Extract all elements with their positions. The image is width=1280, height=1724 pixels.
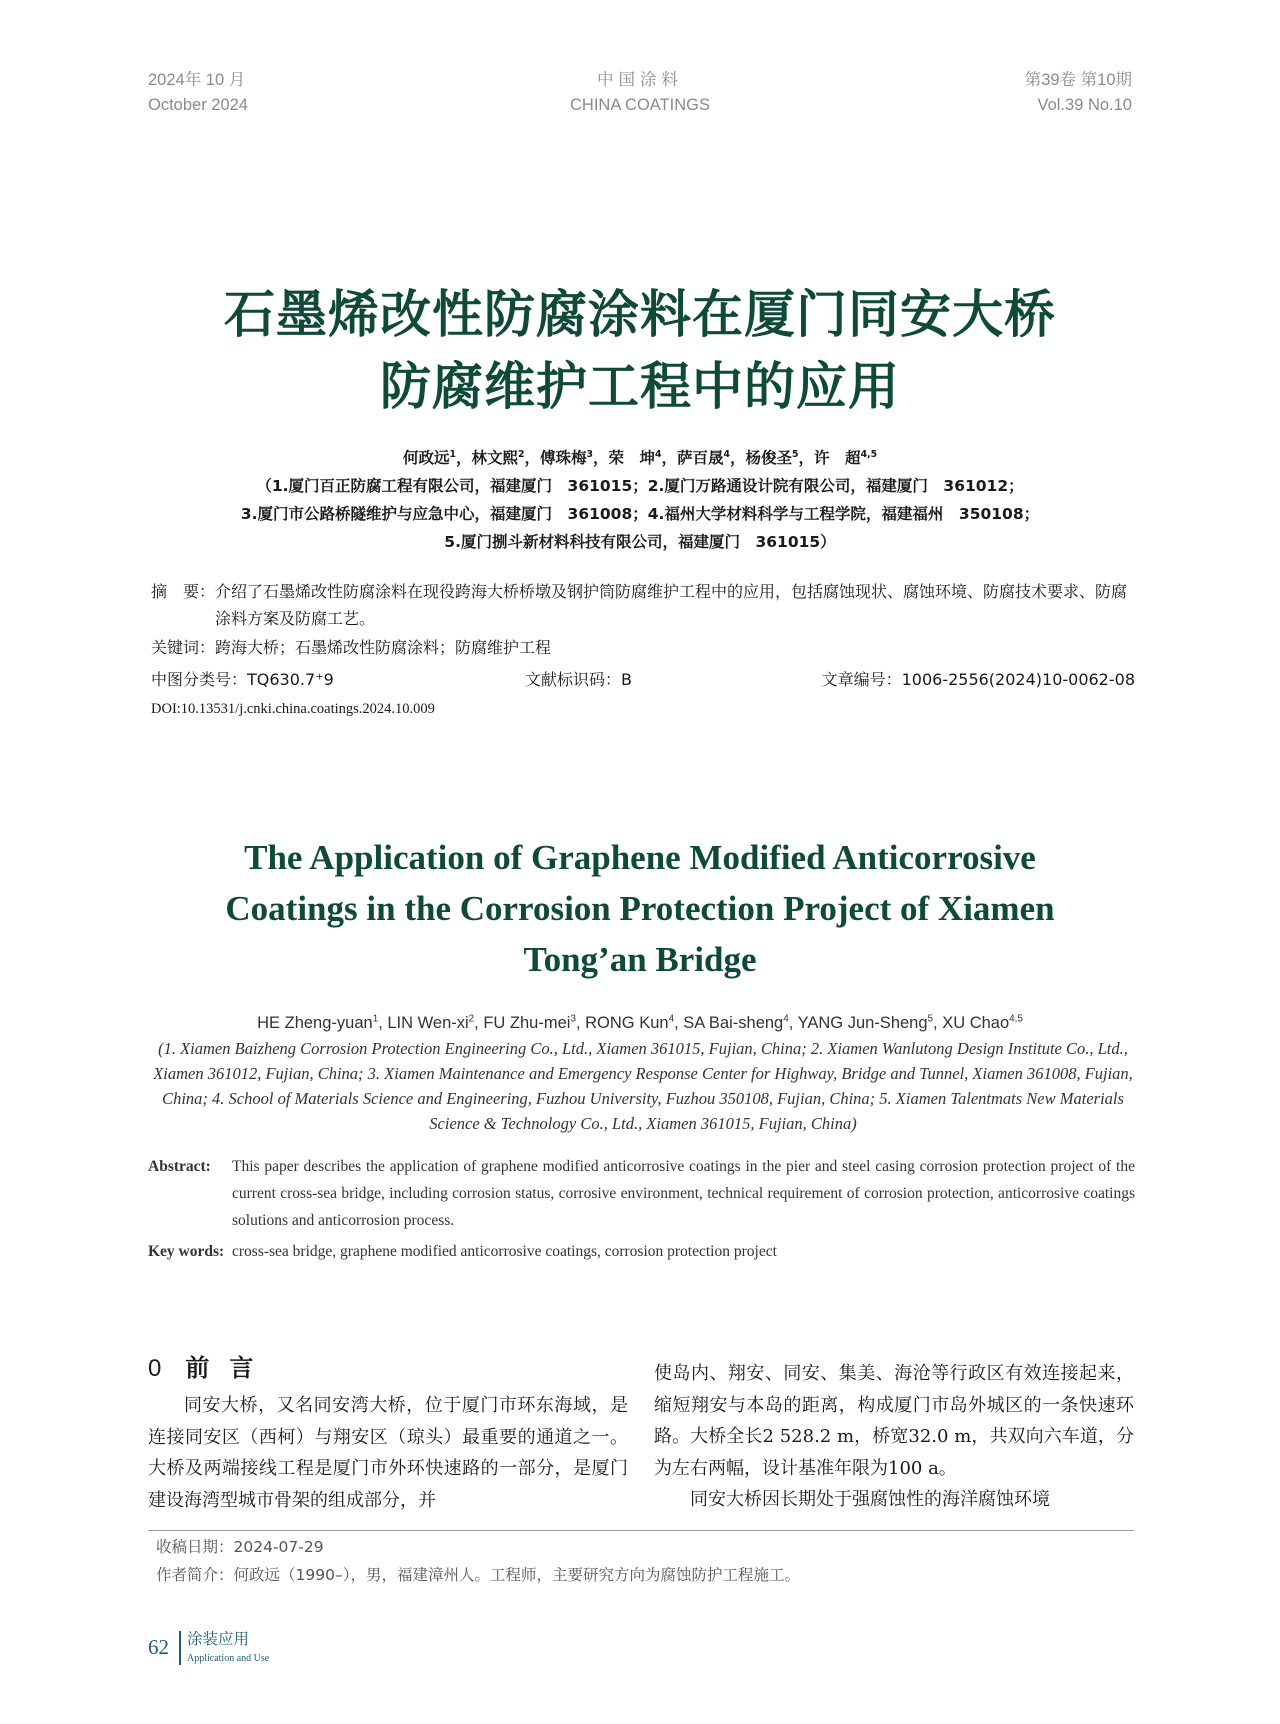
section-number: 0 [148,1355,162,1382]
author-name: HE Zheng-yuan [257,1014,373,1032]
title-cn-line2: 防腐维护工程中的应用 [379,358,900,417]
keywords-cn-text: 跨海大桥；石墨烯改性防腐涂料；防腐维护工程 [215,638,552,657]
author-name: 何政远 [402,449,450,467]
header-journal-cn: 中国涂料 [597,71,683,89]
abstract-cn-label: 摘 要： [151,582,216,601]
title-cn-line1: 石墨烯改性防腐涂料在厦门同安大桥 [223,286,1056,345]
article-number: 文章编号：1006-2556(2024)10-0062-08 [821,670,1135,689]
section-title: 前言 [185,1354,274,1382]
author-affiliation-mark: 4 [723,448,731,460]
title-en [0,832,1280,985]
author-affiliation-mark: 1 [372,1013,379,1025]
abstract-en [148,1153,1135,1234]
author-name: LIN Wen-xi [387,1014,469,1032]
keywords-en-label: Key words: [148,1243,225,1260]
page-number: 62 [148,1635,169,1659]
clc-number: 中图分类号：TQ630.7⁺9 [151,670,334,689]
author-affiliation-mark: 1 [449,448,456,460]
author-name: 荣 坤 [608,449,656,467]
header-volume-en: Vol.39 No.10 [1037,96,1132,114]
abstract-en-label: Abstract: [148,1158,211,1175]
author-affiliation-mark: 2 [468,1013,475,1025]
header-volume-cn: 第39卷 第10期 [1024,71,1132,89]
author-bio: 作者简介：何政远（1990–），男，福建漳州人。工程师，主要研究方向为腐蚀防护工程施工。 [156,1566,800,1584]
header-journal-en: CHINA COATINGS [570,96,710,114]
section-heading [148,1350,273,1387]
author-name: 许 超 [814,449,861,467]
paragraph: 同安大桥因长期处于强腐蚀性的海洋腐蚀环境 [690,1489,1050,1510]
affiliation-cn-line: 5.厦门捌斗新材料科技有限公司，福建厦门 361015） [444,533,836,551]
author-name: RONG Kun [585,1014,669,1032]
footnote-divider [148,1530,1134,1531]
author-affiliation-mark: 4,5 [1009,1013,1023,1025]
doi: DOI:10.13531/j.cnki.china.coatings.2024.10.009 [151,701,435,717]
abstract-cn [151,578,1135,632]
header-date-en: October 2024 [148,96,248,114]
abstract-cn-text: 介绍了石墨烯改性防腐涂料在现役跨海大桥桥墩及钢护筒防腐维护工程中的应用，包括腐蚀现状、腐蚀环境、防腐技术要求、防腐涂料方案及防腐工艺。 [215,582,1128,628]
author-name: XU Chao [942,1014,1010,1032]
author-affiliation-mark: 4,5 [860,448,878,460]
author-affiliation-mark: 4 [783,1013,789,1025]
author-name: 杨俊圣 [745,449,793,467]
column-left [148,1390,628,1516]
author-name: SA Bai-sheng [683,1014,784,1032]
author-affiliation-mark: 2 [517,448,525,460]
footer-section-en: Application and Use [187,1653,270,1664]
affiliation-cn-line: （1.厦门百正防腐工程有限公司，福建厦门 361015；2.厦门万路通设计院有限公司，福建厦门 361012； [256,477,1024,495]
received-date: 收稿日期：2024-07-29 [156,1538,324,1556]
author-affiliation-mark: 3 [570,1013,576,1025]
column-right [654,1358,1134,1516]
author-affiliation-mark: 3 [586,448,593,460]
document-code: 文献标识码：B [525,670,632,689]
authors-cn: 何政远$^1$，林文熙$^2$，傅珠梅$^3$，荣 坤$^4$，萨百晟$^4$，杨俊圣$^5$，许 超$^{4,5}$ [402,448,878,467]
author-name: 林文熙 [471,449,518,467]
header-date-cn: 2024年 10 月 [148,71,246,89]
footer-section-cn: 涂装应用 [187,1630,250,1648]
paragraph: 同安大桥，又名同安湾大桥，位于厦门市环东海域，是连接同安区（西柯）与翔安区（琼头）最重要的通道之一。大桥及两端接线工程是厦门市外环快速路的一部分，是厦门建设海湾型城市骨架的组成部分，并 [148,1395,628,1511]
footer-divider [179,1631,181,1665]
keywords-cn [151,634,551,661]
title-en-line1: The Application of Graphene Modified Anticorrosive [244,838,1036,877]
header-volume [1025,68,1132,118]
author-name: YANG Jun-Sheng [797,1014,928,1032]
authors-en: HE Zheng-yuan$^1$, LIN Wen-$xi^2$, FU Zhu-mei$^3$, RONG Kun$^4$, SA Bai-sheng$^4$, YANG Jun-Sheng$^5$, XU Chao$^{4,5}$ [257,1013,1023,1032]
title-cn [0,280,1280,424]
abstract-en-text: This paper describes the application of graphene modified anticorrosive coatings in the pier and steel casing corrosion protection project of the current cross-sea bridge, including corrosion status, corrosive environment, technical requirement of corrosion protection, anticorrosive coatings solutions and anticorrosion process. [232,1158,1135,1229]
affiliations-cn [0,472,1280,556]
paragraph: 使岛内、翔安、同安、集美、海沧等行政区有效连接起来，缩短翔安与本岛的距离，构成厦门市岛外城区的一条快速环路。大桥全长2 528.2 m，桥宽32.0 m，共双向六车道，分为左右两幅，设计基准年限为100 a。 [654,1363,1134,1479]
author-name: 傅珠梅 [539,449,587,467]
author-affiliation-mark: 5 [927,1013,934,1025]
keywords-en [148,1238,777,1265]
title-en-line3: Tong’an Bridge [523,940,757,979]
affiliations-en: (1. Xiamen Baizheng Corrosion Protection Engineering Co., Ltd., Xiamen 361015, Fujian, China; 2. Xiamen Wanlutong Design Institute Co., Ltd., Xiamen 361012, Fujian, China; 3. Xiamen Maintenance and Emergency Response Center for Highway, Bridge and Tunnel, Xiamen 361008, Fujian, China; 4. School of Materials Science and Engineering, Fuzhou University, Fuzhou 350108, Fujian, China; 5. Xiamen Talentmats New Materials Science & Technology Co., Ltd., Xiamen 361015, Fujian, China) [153,1039,1133,1133]
keywords-en-text: cross-sea bridge, graphene modified anticorrosive coatings, corrosion protection project [232,1243,777,1260]
author-name: 萨百晟 [677,449,724,467]
keywords-cn-label: 关键词： [151,638,216,657]
title-en-line2: Coatings in the Corrosion Protection Project of Xiamen [225,889,1055,928]
affiliation-cn-line: 3.厦门市公路桥隧维护与应急中心，福建厦门 361008；4.福州大学材料科学与工程学院，福建福州 350108； [240,505,1040,523]
author-affiliation-mark: 5 [792,448,799,460]
author-name: FU Zhu-mei [483,1014,571,1032]
author-affiliation-mark: 4 [668,1013,675,1025]
author-affiliation-mark: 4 [655,448,662,460]
